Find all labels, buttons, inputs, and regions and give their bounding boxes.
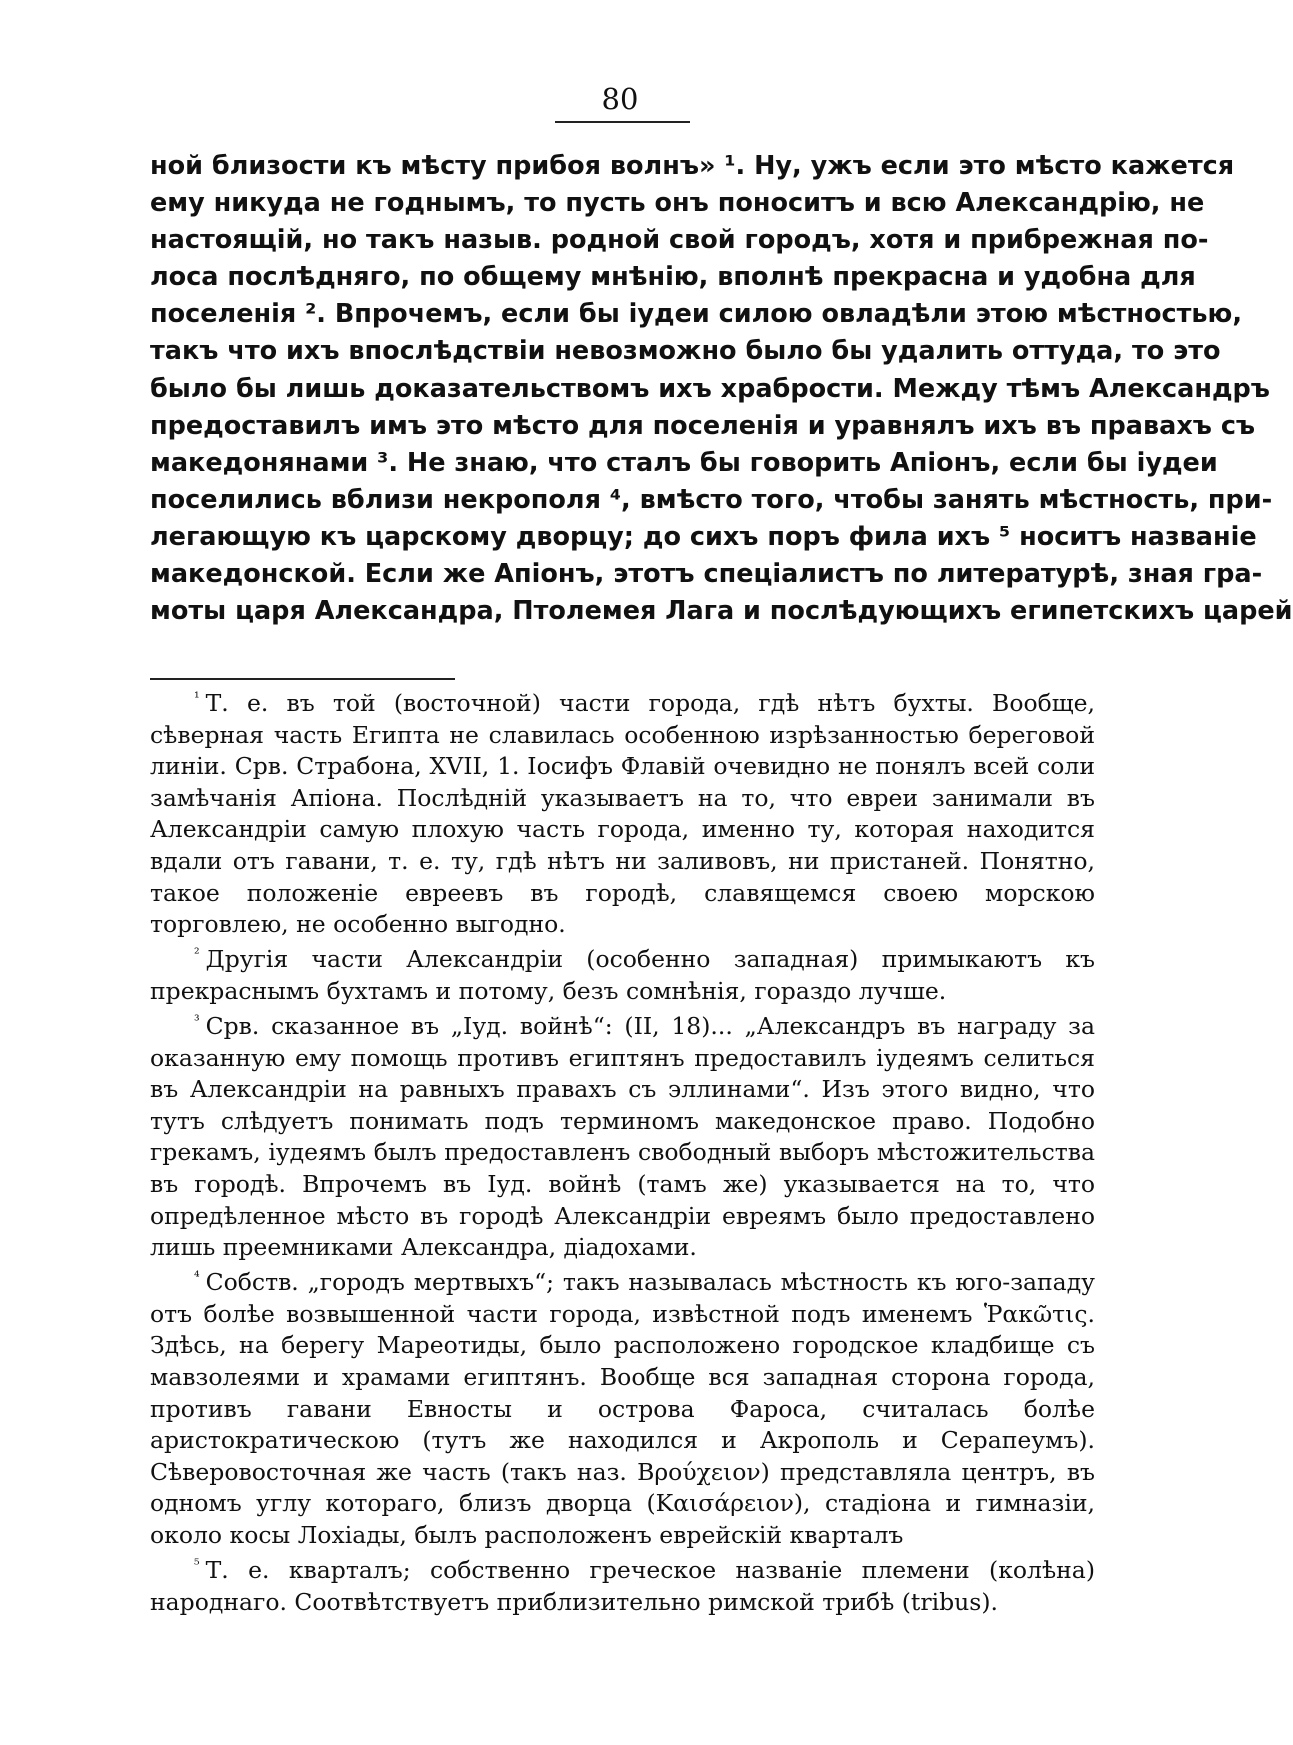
footnote-4 <box>150 1267 1095 1551</box>
main-text <box>150 148 1293 630</box>
main-text-line: было бы лишь доказательствомъ ихъ храбрости. Между тѣмъ Александръ <box>150 373 1270 404</box>
footnote-separator <box>150 678 455 680</box>
page-number: 80 <box>601 82 639 116</box>
main-text-line: предоставилъ имъ это мѣсто для поселенія и уравнялъ ихъ въ правахъ съ <box>150 410 1256 441</box>
main-text-line: моты царя Александра, Птолемея Лага и послѣдующихъ египетскихъ царей <box>150 596 1293 627</box>
footnote-text: Другія части Александріи (особенно западная) примыкаютъ къ прекраснымъ бухтамъ и потому, безъ сомнѣнія, гораздо лучше. <box>150 945 1095 1005</box>
main-text-line: настоящій, но такъ назыв. родной свой городъ, хотя и прибрежная по- <box>150 225 1209 256</box>
footnote-marker: ⁴ <box>194 1269 200 1286</box>
footnote-3 <box>150 1011 1095 1264</box>
main-text-line: такъ что ихъ впослѣдствіи невозможно было бы удалить оттуда, то это <box>150 336 1221 367</box>
main-text-line: лоса послѣдняго, по общему мнѣнію, вполнѣ прекрасна и удобна для <box>150 262 1196 293</box>
footnote-text: Собств. „городъ мертвыхъ“; такъ называлась мѣстность къ юго-западу отъ болѣе возвышенной части города, извѣстной подъ именемъ Ῥακῶτις. Здѣсь, на берегу Мареотиды, было расположено городское кладбище съ мавзолеями и храмами египтянъ. Вообще вся западная сторона города, противъ гавани Евносты и острова Фароса, считалась болѣе аристократическою (тутъ же находился и Акрополь и Серапеумъ). Сѣверовосточная же часть (такъ наз. Βρούχειον) представляла центръ, въ одномъ углу котораго, близъ дворца (Καισάρειον), стадіона и гимназіи, около косы Лохіады, былъ расположенъ еврейскій кварталъ <box>150 1268 1095 1549</box>
footnote-1 <box>150 688 1095 941</box>
main-text-line: поселились вблизи некрополя ⁴, вмѣсто того, чтобы занять мѣстность, при- <box>150 484 1273 515</box>
footnote-text: Т. е. кварталъ; собственно греческое названіе племени (колѣна) народнаго. Соотвѣтствуетъ приблизительно римской трибѣ (tribus). <box>150 1556 1095 1616</box>
footnote-marker: ¹ <box>194 690 200 707</box>
footnote-text: Срв. сказанное въ „Іуд. войнѣ“: (II, 18)... „Александръ въ награду за оказанную ему помощь противъ египтянъ предоставилъ іудеямъ селиться въ Александріи на равныхъ правахъ съ эллинами“. Изъ этого видно, что тутъ слѣдуетъ понимать подъ терминомъ македонское право. Подобно грекамъ, іудеямъ былъ предоставленъ свободный выборъ мѣстожительства въ городѣ. Впрочемъ въ Іуд. войнѣ (тамъ же) указывается на то, что опредѣленное мѣсто въ городѣ Александріи евреямъ было предоставлено лишь преемниками Александра, діадохами. <box>150 1011 1095 1262</box>
footnote-marker: ³ <box>194 1013 200 1030</box>
main-text-line: ной близости къ мѣсту прибоя волнъ» ¹. Ну, ужъ если это мѣсто кажется <box>150 151 1235 181</box>
footnote-text: Т. е. въ той (восточной) части города, гдѣ нѣтъ бухты. Вообще, сѣверная часть Египта не славилась особенною изрѣзанностью береговой линіи. Срв. Страбона, XVII, 1. Іосифъ Флавій очевидно не понялъ всей соли замѣчанія Апіона. Послѣдній указываетъ на то, что евреи занимали въ Александріи самую плохую часть города, именно ту, которая находится вдали отъ гавани, т. е. ту, гдѣ нѣтъ ни заливовъ, ни пристаней. Понятно, такое положеніе евреевъ въ городѣ, славящемся своею морскою торговлею, не особенно выгодно. <box>150 689 1095 939</box>
main-text-line: македонянами ³. Не знаю, что сталъ бы говорить Апіонъ, если бы іудеи <box>150 447 1218 478</box>
footnotes <box>150 688 1095 1622</box>
footnote-marker: ² <box>194 946 200 963</box>
footnote-marker: ⁵ <box>194 1557 200 1574</box>
main-text-line: македонской. Если же Апіонъ, этотъ спеціалистъ по литературѣ, зная гра- <box>150 559 1263 590</box>
main-text-line: поселенія ². Впрочемъ, если бы іудеи силою овладѣли этою мѣстностью, <box>150 299 1243 330</box>
footnote-2 <box>150 944 1095 1007</box>
main-text-line: легающую къ царскому дворцу; до сихъ поръ фила ихъ ⁵ носитъ названіе <box>150 521 1257 552</box>
page-number-rule <box>555 121 690 123</box>
main-text-line: ему никуда не годнымъ, то пусть онъ поноситъ и всю Александрію, не <box>150 188 1205 219</box>
footnote-5 <box>150 1555 1095 1618</box>
